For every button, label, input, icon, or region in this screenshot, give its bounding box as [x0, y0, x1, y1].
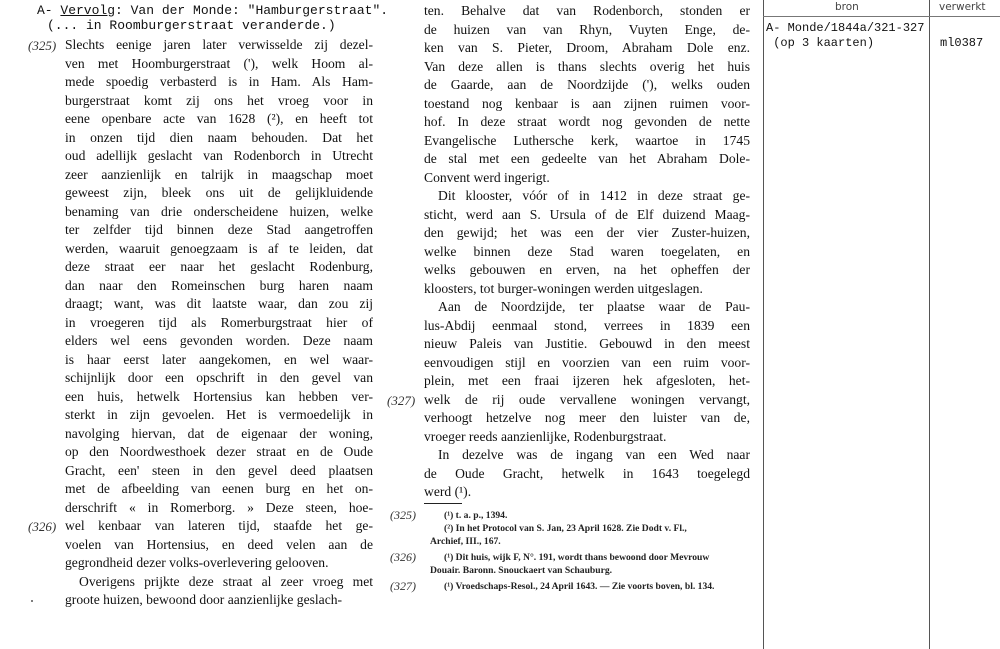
text-line: Slechts eenige jaren later verwisselde zij dezel-	[65, 37, 373, 52]
text-line: derschrift « in Romerborg. » Deze steen, hoe-	[65, 499, 373, 515]
footnote-marker-325: (325)	[390, 508, 416, 522]
text-line: gegrondheid dezer volks-overlevering gelooven.	[65, 555, 329, 570]
footnote-marker-327: (327)	[390, 579, 416, 593]
text-line: welke binnen deze Stad waren toegelaten, en	[424, 243, 750, 259]
text-line: oud adellijk geslacht van Rodenborch in Utrecht	[65, 148, 373, 163]
text-line: deze straat eer naar het geslacht Rodenburg,	[65, 259, 373, 274]
text-line: eene openbare acte van 1628 (²), en heeft tot	[65, 111, 373, 126]
text-line: burgerstraat komt zij ons het vroeg voor in	[65, 92, 373, 108]
text-line: in vroegeren tijd als Romerburgstraat hier of	[65, 314, 373, 330]
card-header	[37, 3, 388, 33]
bron-value-line-1: A- Monde/1844a/321-327	[766, 21, 925, 35]
text-line: draagt; want, was dit laatste waar, dan zou zij	[65, 296, 373, 311]
header-subtitle: (... in Roomburgerstraat veranderde.)	[47, 18, 336, 33]
text-line: nieuw Paleis van Justitie. Gebouwd in den meest	[424, 336, 750, 351]
text-line: welk de rij oude vervallene woningen vervangt,	[424, 391, 750, 407]
footnotes	[424, 509, 754, 593]
text-line: groote huizen, bewoond door aanzienlijke geslach-	[65, 592, 343, 607]
text-line: sticht, werd aan S. Ursula of de Elf duizend Maag-	[424, 206, 750, 222]
text-line: Convent werd ingerigt.	[424, 169, 550, 185]
text-line: schijnlijk door een opschrift in den gevel van	[65, 370, 373, 385]
header-prefix: A-	[37, 3, 61, 18]
text-column-1	[65, 36, 373, 610]
margin-note-326: (326)	[28, 519, 57, 534]
text-line: verhoogt hetzelve nog meer den luister van de,	[424, 410, 750, 425]
text-line: een huis, hetwelk Hortensius kan hebben ver-	[65, 388, 373, 404]
footnote-326-1-cont: Douair. Baronn. Snouckaert van Schauburg.	[430, 565, 613, 576]
text-line: welks gebouwen en erven, na het opheffen der	[424, 262, 750, 277]
table-header-divider	[763, 16, 1000, 17]
text-line: de huizen van van Rhyn, Vuyten Enge, de-	[424, 21, 750, 37]
text-line: de Oude Gracht, hetwelk in 1643 toegelegd	[424, 465, 750, 481]
text-line: werden, waaruit genoegzaam is af te leiden, dat	[65, 240, 373, 256]
margin-note-327: (327)	[387, 393, 416, 408]
verwerkt-value: ml0387	[940, 36, 984, 50]
table-column-divider	[929, 0, 930, 649]
text-line: plein, met een fraai ijzeren hek afgesloten, het-	[424, 373, 750, 388]
table-border-left	[763, 0, 764, 649]
footnote-marker-326: (326)	[390, 550, 416, 564]
text-line: Overigens prijkte deze straat al zeer vroeg met	[79, 573, 373, 589]
text-line: de Gaarde, aan de Noordzijde ('), welks ouden	[424, 77, 750, 92]
header-title	[37, 3, 388, 18]
text-line: den gewijd; het was een der vier Zuster-huizen,	[424, 225, 750, 240]
text-line: wel kenbaar van lateren tijd, staafde het ge-	[65, 518, 373, 533]
column-header-bron: bron	[835, 1, 859, 13]
text-line: sterkt in zijn gevoelen. Het is vermoedelijk in	[65, 407, 373, 422]
text-line: Dit klooster, vóór of in 1412 in deze straat ge-	[438, 188, 750, 203]
stray-dot	[31, 600, 33, 602]
text-line: lus-Abdij eenmaal stond, verrees in 1839 een	[424, 317, 750, 333]
margin-note-325: (325)	[28, 38, 57, 53]
text-line: ten. Behalve dat van Rodenborch, stonden er	[424, 3, 750, 18]
footnote-rule	[424, 503, 462, 504]
text-line: mede spoedig verbasterd is in Ham. Als Ham-	[65, 74, 373, 89]
text-line: voelen van Hortensius, en deed velen aan de	[65, 536, 373, 552]
column-header-verwerkt: verwerkt	[939, 1, 986, 13]
text-line: geweest zijn, bleek ons uit de gelijkluidende	[65, 185, 373, 200]
text-line: navolging hiervan, dat de eigenaar der woning,	[65, 425, 373, 441]
text-line: Gracht, een' steen in den gevel deed plaatsen	[65, 462, 373, 478]
text-line: ter zelfder tijd binnen deze Stad aangetroffen	[65, 222, 373, 237]
text-line: kloosters, tot burger-woningen werden uitgeslagen.	[424, 280, 703, 296]
text-line: zeer aanzienlijk en talrijk in maagschap moet	[65, 166, 373, 182]
footnote-325-1: (¹) t. a. p., 1394.	[444, 510, 508, 521]
text-line: Evangelische Luthersche kerk, waartoe in 1745	[424, 132, 750, 148]
header-label: Vervolg	[60, 3, 116, 18]
text-column-2	[424, 2, 750, 502]
footnote-325-2-cont: Archief, III., 167.	[430, 536, 501, 547]
header-title-rest: : Van der Monde: "Hamburgerstraat".	[115, 3, 389, 18]
text-line: ven met Hoomburgerstraat ('), welk Hoom al-	[65, 55, 373, 71]
text-line: werd (¹).	[424, 484, 472, 499]
index-card-table	[763, 0, 1000, 649]
text-line: in onzen tijd dien naam behouden. Dat het	[65, 129, 373, 145]
text-line: Van deze allen is thans slechts overig het huis	[424, 58, 750, 74]
text-line: elders wel eens gevonden worden. Deze naam	[65, 333, 373, 348]
text-line: de stal met een gedeelte van het Abraham Dole-	[424, 151, 750, 166]
footnote-327-1: (¹) Vroedschaps-Resol., 24 April 1643. — Zie voorts boven, bl. 134.	[444, 581, 715, 592]
text-line: eenvoudigen stijl en voorzien van een ruim voor-	[424, 354, 750, 370]
text-line: is haar eerst later aangekomen, en wel waar-	[65, 351, 373, 367]
footnote-326-1: (¹) Dit huis, wijk F, N°. 191, wordt thans bewoond door Mevrouw	[444, 552, 710, 563]
text-line: Aan de Noordzijde, ter plaatse waar de Pau-	[438, 299, 750, 314]
text-line: In dezelve was de ingang van een Wed naar	[438, 447, 750, 462]
text-line: hof. In deze straat wordt nog gevonden de nette	[424, 114, 750, 129]
text-line: dan naar den Romeinschen burg haren naam	[65, 277, 373, 293]
text-line: benaming van drie onderscheidene huizen, welke	[65, 203, 373, 219]
text-line: vroeger reeds aanzienlijke, Rodenburgstraat.	[424, 428, 667, 444]
footnote-325-2: (²) In het Protocol van S. Jan, 23 April 1628. Zie Dodt v. Fl.,	[444, 523, 687, 534]
text-line: ken van S. Pieter, Droom, Abraham Dole enz.	[424, 40, 750, 55]
text-line: met de afbeelding van eenen burg en het on-	[65, 481, 373, 496]
text-line: op den Noordwesthoek dezer straat en de Oude	[65, 444, 373, 459]
bron-value-line-2: (op 3 kaarten)	[766, 36, 875, 50]
text-line: toestand nog kenbaar is aan zijnen ruimen voor-	[424, 95, 750, 111]
